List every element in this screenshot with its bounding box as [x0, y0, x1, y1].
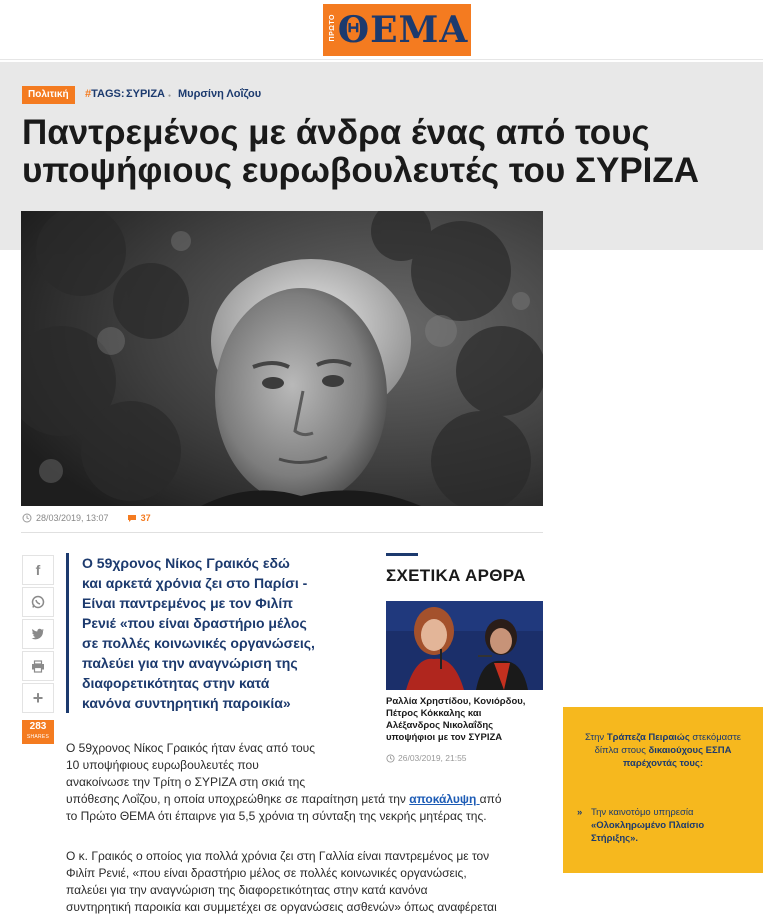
- body-line: Ο κ. Γραικός ο οποίος για πολλά χρόνια ζει στη Γαλλία είναι παντρεμένος με τον: [66, 849, 490, 863]
- ad-bullet-line: «Ολοκληρωμένο Πλαίσιο Στήριξης».: [591, 820, 705, 844]
- related-photo-illustration: [386, 601, 543, 690]
- related-caption-line: υποψήφιοι με τον ΣΥΡΙΖΑ: [386, 732, 503, 743]
- ad-bullet: [577, 806, 749, 845]
- ad-text-part: στεκόμαστε: [689, 732, 742, 743]
- related-caption-line: Αλέξανδρος Νικολαΐδης: [386, 720, 494, 731]
- lead-line: παλεύει για την αναγνώριση της: [82, 655, 298, 671]
- related-article-image[interactable]: [386, 601, 543, 690]
- twitter-share-button[interactable]: [22, 619, 54, 649]
- print-icon: [31, 660, 45, 673]
- comment-icon[interactable]: [127, 514, 137, 523]
- lead-line: και αρκετά χρόνια ζει στο Παρίσι -: [82, 575, 308, 591]
- hero-portrait-illustration: [21, 211, 543, 506]
- headline-line-2: υποψήφιους ευρωβουλευτές του ΣΥΡΙΖΑ: [22, 151, 700, 190]
- related-article-caption[interactable]: [386, 696, 546, 744]
- logo-small-text: ΠΡΩΤΟ: [329, 14, 336, 42]
- body-paragraph-1-top: [66, 740, 366, 791]
- body-paragraph-2: [66, 848, 556, 916]
- share-count-number: 283: [29, 721, 47, 732]
- body-line: Φιλίπ Ρενιέ, «που είναι δραστήριο μέλος σε πολλές κοινωνικές οργανώσεις,: [66, 866, 467, 880]
- ad-bullet-line: Την καινοτόμο υπηρεσία: [591, 807, 694, 818]
- article-date: 28/03/2019, 13:07: [36, 513, 109, 523]
- share-toolbar: [22, 555, 54, 715]
- whatsapp-icon: [31, 595, 45, 609]
- lead-line: διαφορετικότητας στην κατά: [82, 675, 270, 691]
- related-article-meta: [386, 753, 467, 763]
- facebook-icon: f: [35, 562, 41, 578]
- ad-text-part: παρέχοντάς τους:: [622, 758, 704, 769]
- tags-word: TAGS:: [91, 88, 125, 100]
- article-headline: [22, 114, 722, 190]
- whatsapp-share-button[interactable]: [22, 587, 54, 617]
- body-line: παλεύει για την αναγνώριση της διαφορετικότητας στην κατά κανόνα: [66, 883, 428, 897]
- site-logo[interactable]: [323, 4, 471, 56]
- meta-divider: [21, 532, 543, 533]
- ad-text-part: δίπλα στους: [594, 745, 649, 756]
- twitter-icon: [31, 628, 45, 640]
- more-share-button[interactable]: [22, 683, 54, 713]
- ad-bank-name: Τράπεζα Πειραιώς: [606, 732, 690, 743]
- facebook-share-button[interactable]: [22, 555, 54, 585]
- headline-line-1: Παντρεμένος με άνδρα ένας από τους: [22, 113, 650, 152]
- related-accent-bar: [386, 553, 418, 556]
- category-badge[interactable]: Πολιτική: [22, 86, 75, 104]
- body-line: ανακοίνωσε την Τρίτη ο ΣΥΡΙΖΑ στη σκιά της: [66, 775, 306, 789]
- lead-line: Ρενιέ «που είναι δραστήριο μέλος: [82, 615, 307, 631]
- piraeus-bank-ad[interactable]: [563, 707, 763, 873]
- lead-line: Ο 59χρονος Νίκος Γραικός εδώ: [82, 555, 290, 571]
- body-line: Ο 59χρονος Νίκος Γραικός ήταν ένας από τους: [66, 741, 315, 755]
- related-articles-title: ΣΧΕΤΙΚΑ ΑΡΘΡΑ: [386, 566, 526, 585]
- lead-line: σε πολλές κοινωνικές οργανώσεις,: [82, 635, 315, 651]
- hero-image: [21, 211, 543, 506]
- body-line: υπόθεσης Λοΐζου, η οποία υποχρεώθηκε σε παραίτηση μετά την: [66, 792, 410, 806]
- body-line: το Πρώτο ΘΕΜΑ ότι έπαιρνε για 5,5 χρόνια τη σύνταξη της νεκρής μητέρας της.: [66, 809, 487, 823]
- ad-espa-label: δικαιούχους ΕΣΠΑ: [648, 745, 732, 756]
- related-article-date: 26/03/2019, 21:55: [398, 753, 467, 763]
- lead-line: Είναι παντρεμένος με τον Φιλίπ: [82, 595, 294, 611]
- plus-icon: +: [32, 687, 44, 708]
- body-line: συντηρητική παροικία και συμμετέχει σε οργανώσεις ασθενών» όπως αναφέρεται: [66, 900, 497, 914]
- lead-line: κανόνα συντηρητική παροικία»: [82, 695, 291, 711]
- logo-text: ΘΕΜΑ: [337, 9, 469, 51]
- print-button[interactable]: [22, 651, 54, 681]
- revelation-link[interactable]: αποκάλυψη: [409, 792, 480, 806]
- tag-link-syriza[interactable]: ΣΥΡΙΖΑ: [126, 88, 165, 100]
- clock-icon: [386, 754, 395, 763]
- article-lead: [66, 553, 346, 713]
- related-caption-line: Ραλλία Χρηστίδου, Κονιόρδου,: [386, 696, 526, 707]
- ad-text-part: Στην: [584, 732, 607, 743]
- tag-separator: ●: [168, 93, 172, 99]
- related-caption-line: Πέτρος Κόκκαλης και: [386, 708, 482, 719]
- body-paragraph-1-bottom: [66, 791, 556, 825]
- body-line: 10 υποψήφιους ευρωβουλευτές που: [66, 758, 259, 772]
- body-line: από: [479, 792, 502, 806]
- comment-count[interactable]: 37: [140, 513, 151, 523]
- share-count-badge: [22, 720, 54, 744]
- clock-icon: [22, 513, 32, 523]
- share-count-label: SHARES: [26, 734, 50, 740]
- tags-hash: #: [85, 88, 92, 100]
- tags-label: [85, 88, 125, 100]
- tag-link-loizou[interactable]: Μυρσίνη Λοΐζου: [178, 88, 262, 100]
- site-header: [0, 0, 763, 60]
- article-meta: [22, 513, 151, 523]
- ad-text: [577, 731, 749, 770]
